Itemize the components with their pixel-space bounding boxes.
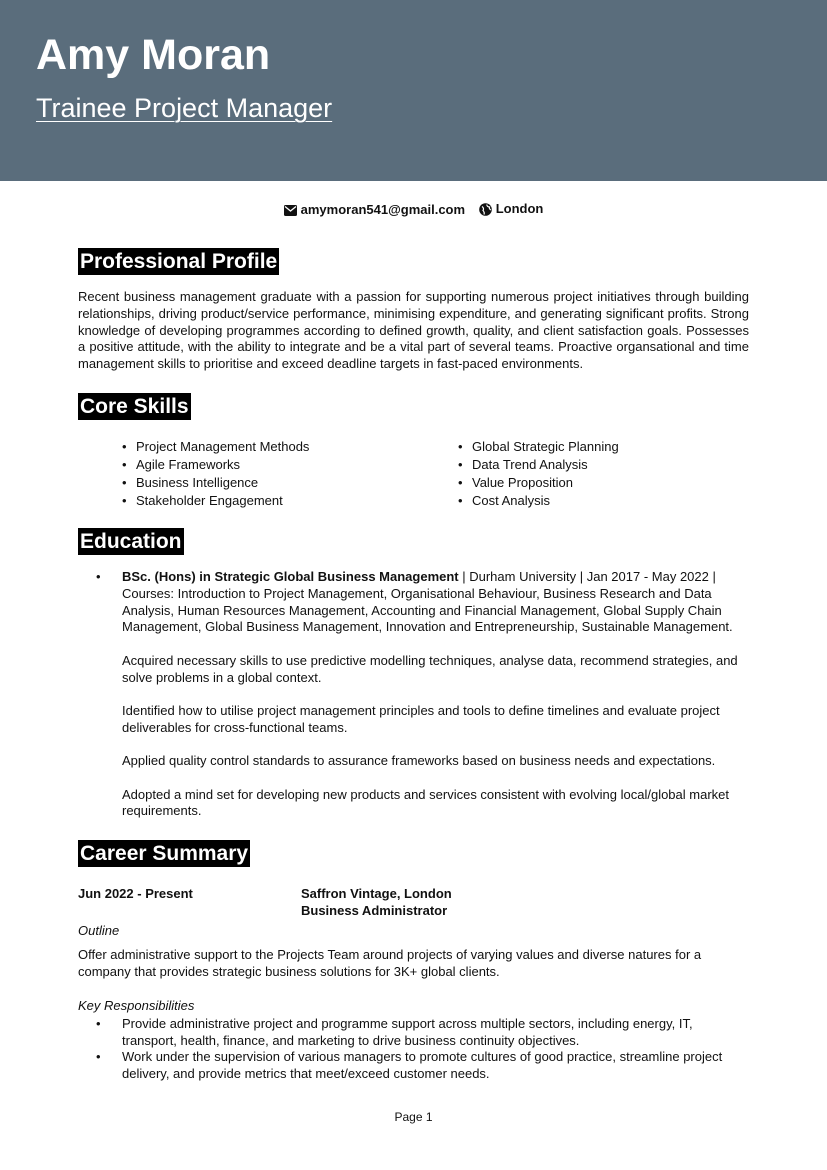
contact-bar: [0, 200, 827, 221]
skills-list-left: [121, 438, 309, 510]
skill-item: • Stakeholder Engagement: [121, 492, 309, 510]
section-heading-career: Career Summary: [80, 842, 249, 865]
responsibility-item: Work under the supervision of various managers to promote cultures of good practice, streamline project delivery, and provide metrics that meet/exceed customer needs.: [122, 1049, 723, 1081]
job-role: Business Administrator: [301, 903, 448, 918]
skills-list-right: [457, 438, 619, 510]
education-entry: [122, 569, 747, 837]
candidate-name: Amy Moran: [36, 31, 271, 79]
degree-line: [122, 569, 747, 636]
responsibility-item: Provide administrative project and programme support across multiple sectors, including energy, IT, transport, health, finance, and marketing to drive business continuity objectives.: [122, 1016, 693, 1048]
job-outline: Offer administrative support to the Projects Team around projects of varying values and diverse natures for a company that provides strategic business solutions for 3K+ global clients.: [78, 947, 702, 979]
skill-item: • Business Intelligence: [121, 474, 309, 492]
globe-icon: [479, 203, 492, 216]
degree-courses: Courses: Introduction to Project Management, Organisational Behaviour, Business Research and Data Analysis, Human Resources Management, Accounting and Financial Management, Global Supply Chain Management, Global Business Management, Innovation and Entrepreneurship, Sustainable Management.: [122, 585, 733, 635]
page-number: Page 1: [394, 1110, 433, 1124]
bullet-dot: •: [96, 1016, 101, 1031]
bullet-dot: •: [96, 569, 101, 584]
outline-label: Outline: [78, 923, 120, 938]
education-paragraph: Identified how to utilise project management principles and tools to define timelines and evaluate project deliverables for cross-functional teams.: [122, 702, 720, 735]
email-text: amymoran541@gmail.com: [300, 202, 466, 217]
email-contact[interactable]: [284, 201, 465, 219]
profile-summary: Recent business management graduate with a passion for supporting numerous project initiatives through building relationships, driving product/service performance, minimising expenditure, and generating significant profits. Strong knowledge of developing programmes according to defined growth, quality, and client satisfaction goals. Possesses a positive attitude, with the ability to integrate and be a vital part of several teams. Proactive organsational and time management skills to prioritise and exceed deadline targets in fast-paced environments.: [78, 289, 749, 372]
degree-details: | Durham University | Jan 2017 - May 2022 |: [458, 569, 716, 584]
section-heading-skills: Core Skills: [80, 395, 189, 418]
skill-item: • Value Proposition: [457, 474, 619, 492]
location-contact: [479, 200, 544, 218]
education-paragraph: Applied quality control standards to assurance frameworks based on business needs and expectations.: [122, 753, 716, 769]
responsibilities-label: Key Responsibilities: [78, 998, 195, 1013]
education-paragraph: Acquired necessary skills to use predictive modelling techniques, analyse data, recommend strategies, and solve problems in a global context.: [122, 652, 738, 685]
skill-item: • Data Trend Analysis: [457, 456, 619, 474]
bullet-dot: •: [96, 1049, 101, 1064]
skill-item: • Agile Frameworks: [121, 456, 309, 474]
location-text: London: [495, 201, 544, 216]
envelope-icon: [284, 205, 297, 216]
job-dates: Jun 2022 - Present: [78, 886, 193, 901]
education-paragraph: Adopted a mind set for developing new products and services consistent with evolving local/global market requirements.: [122, 786, 730, 819]
degree-title: BSc. (Hons) in Strategic Global Business Management: [122, 569, 459, 584]
skill-item: • Cost Analysis: [457, 492, 619, 510]
skill-item: • Project Management Methods: [121, 438, 309, 456]
job-company: Saffron Vintage, London: [301, 886, 452, 901]
job-title: Trainee Project Manager: [36, 93, 333, 123]
skill-item: • Global Strategic Planning: [457, 438, 619, 456]
section-heading-profile: Professional Profile: [80, 250, 278, 273]
header-banner: [0, 0, 827, 181]
section-heading-education: Education: [80, 530, 182, 553]
